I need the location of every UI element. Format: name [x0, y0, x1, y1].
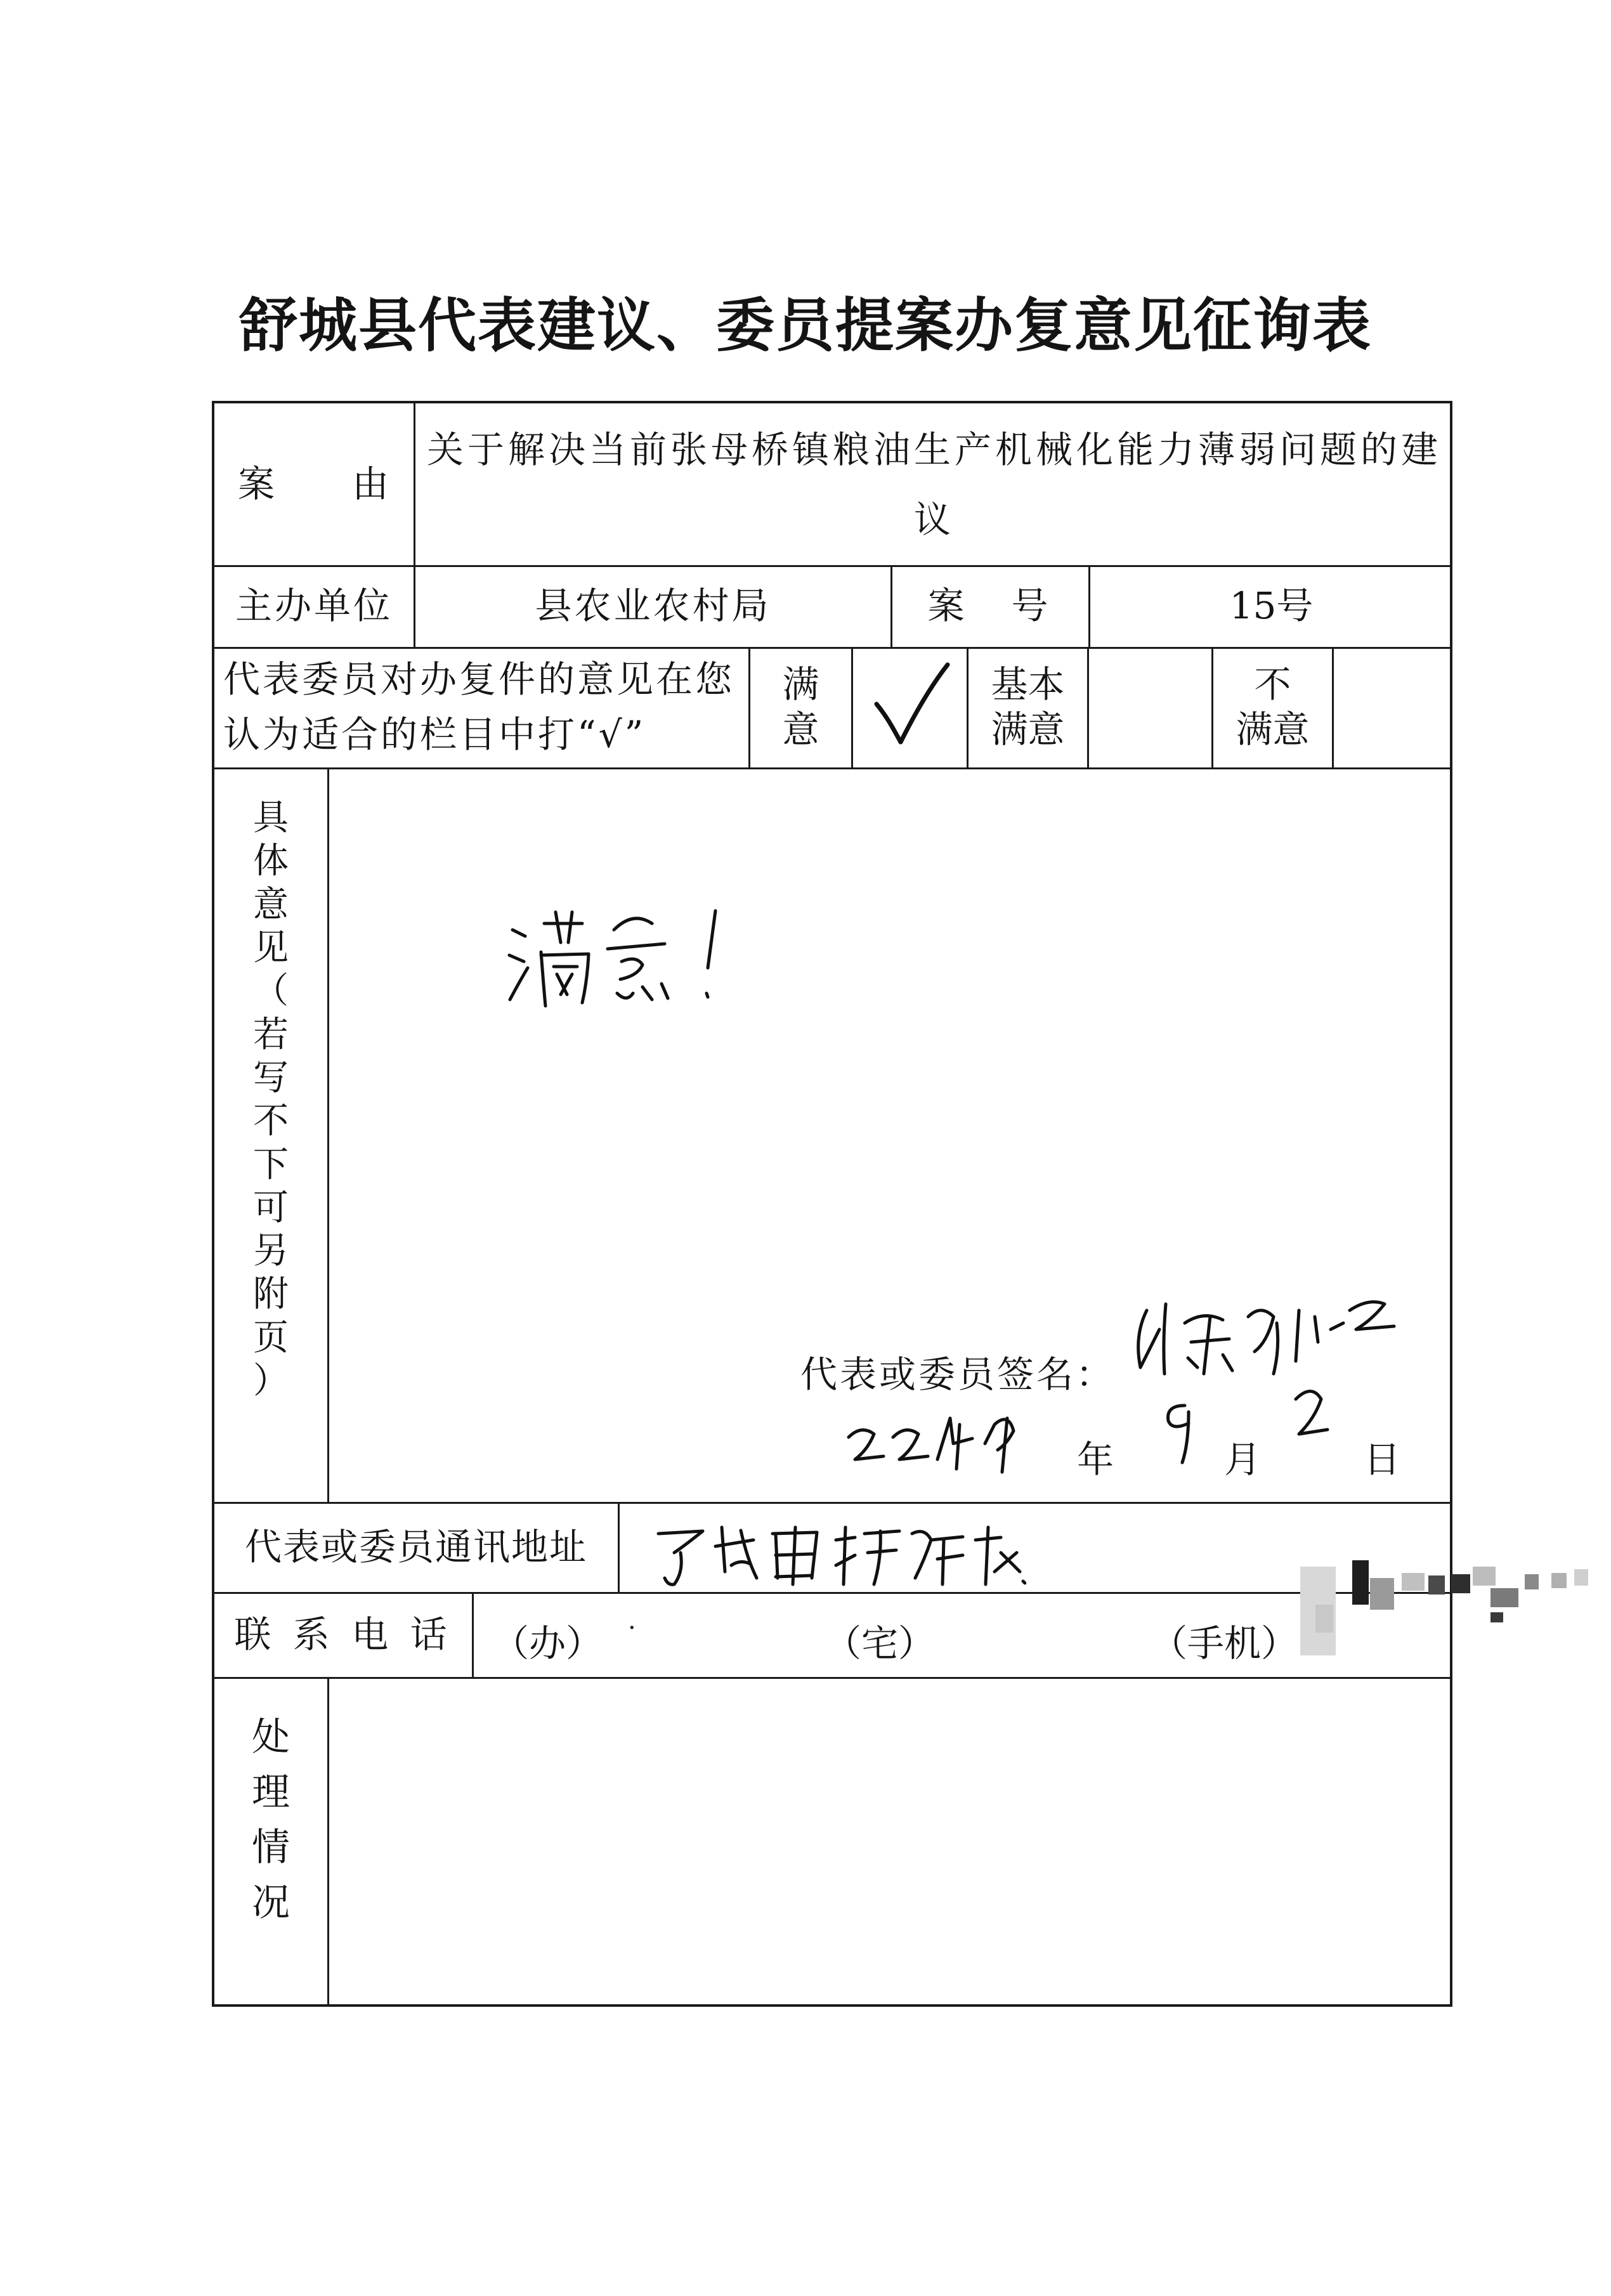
- handwritten-date-month: [1153, 1393, 1210, 1469]
- host-unit-value: 县农业农村局: [535, 584, 771, 628]
- address-label: 代表或委员通讯地址: [244, 1525, 587, 1569]
- handwritten-date-day: [1286, 1380, 1337, 1450]
- handling-content-area[interactable]: [329, 1679, 1452, 2007]
- option-unsatisfied-checkbox[interactable]: [1334, 647, 1452, 767]
- signature-label: 代表或委员签名：: [800, 1353, 1116, 1396]
- option-basic-checkbox[interactable]: [1089, 647, 1211, 767]
- phone-office-label: （办）: [492, 1622, 603, 1665]
- phone-office-dot: ·: [628, 1614, 636, 1643]
- detail-opinion-label: 具 体 意 见 （ 若 写 不 下 可 另 附 页 ）: [253, 797, 289, 1402]
- case-reason-label: 案 由: [237, 462, 390, 506]
- form-title: 舒城县代表建议、委员提案办复意见征询表: [238, 291, 1372, 360]
- year-label: 年: [1077, 1438, 1114, 1481]
- phone-redaction-mosaic: [1300, 1560, 1592, 1655]
- phone-label: 联 系 电 话: [234, 1612, 452, 1656]
- phone-home-label: （宅）: [825, 1622, 936, 1665]
- case-number-value: 15号: [1229, 584, 1314, 628]
- option-satisfied-label: 满 意: [782, 663, 819, 751]
- option-basic-label: 基本 满意: [991, 663, 1065, 751]
- day-label: 日: [1364, 1438, 1401, 1481]
- checkmark-icon: [869, 660, 951, 755]
- handwritten-signature: [1128, 1291, 1407, 1393]
- host-unit-label: 主办单位: [235, 584, 393, 628]
- option-satisfied-checkbox[interactable]: [853, 647, 967, 767]
- opinion-form: [212, 401, 1452, 2007]
- month-label: 月: [1224, 1438, 1262, 1481]
- handwritten-opinion: [506, 904, 734, 1012]
- handwritten-address: [646, 1515, 1026, 1591]
- option-unsatisfied-label: 不 满意: [1236, 663, 1310, 751]
- case-reason-value: 关于解决当前张母桥镇粮油生产机械化能力薄弱问题的建议: [426, 427, 1442, 541]
- opinion-prompt: 代表委员对办复件的意见在您认为适合的栏目中打“√”: [223, 658, 735, 756]
- phone-mobile-label: （手机）: [1151, 1622, 1298, 1665]
- handwritten-date-year: [842, 1399, 1052, 1475]
- handling-label: 处 理 情 况: [252, 1715, 290, 1925]
- case-number-label: 案 号: [927, 584, 1053, 628]
